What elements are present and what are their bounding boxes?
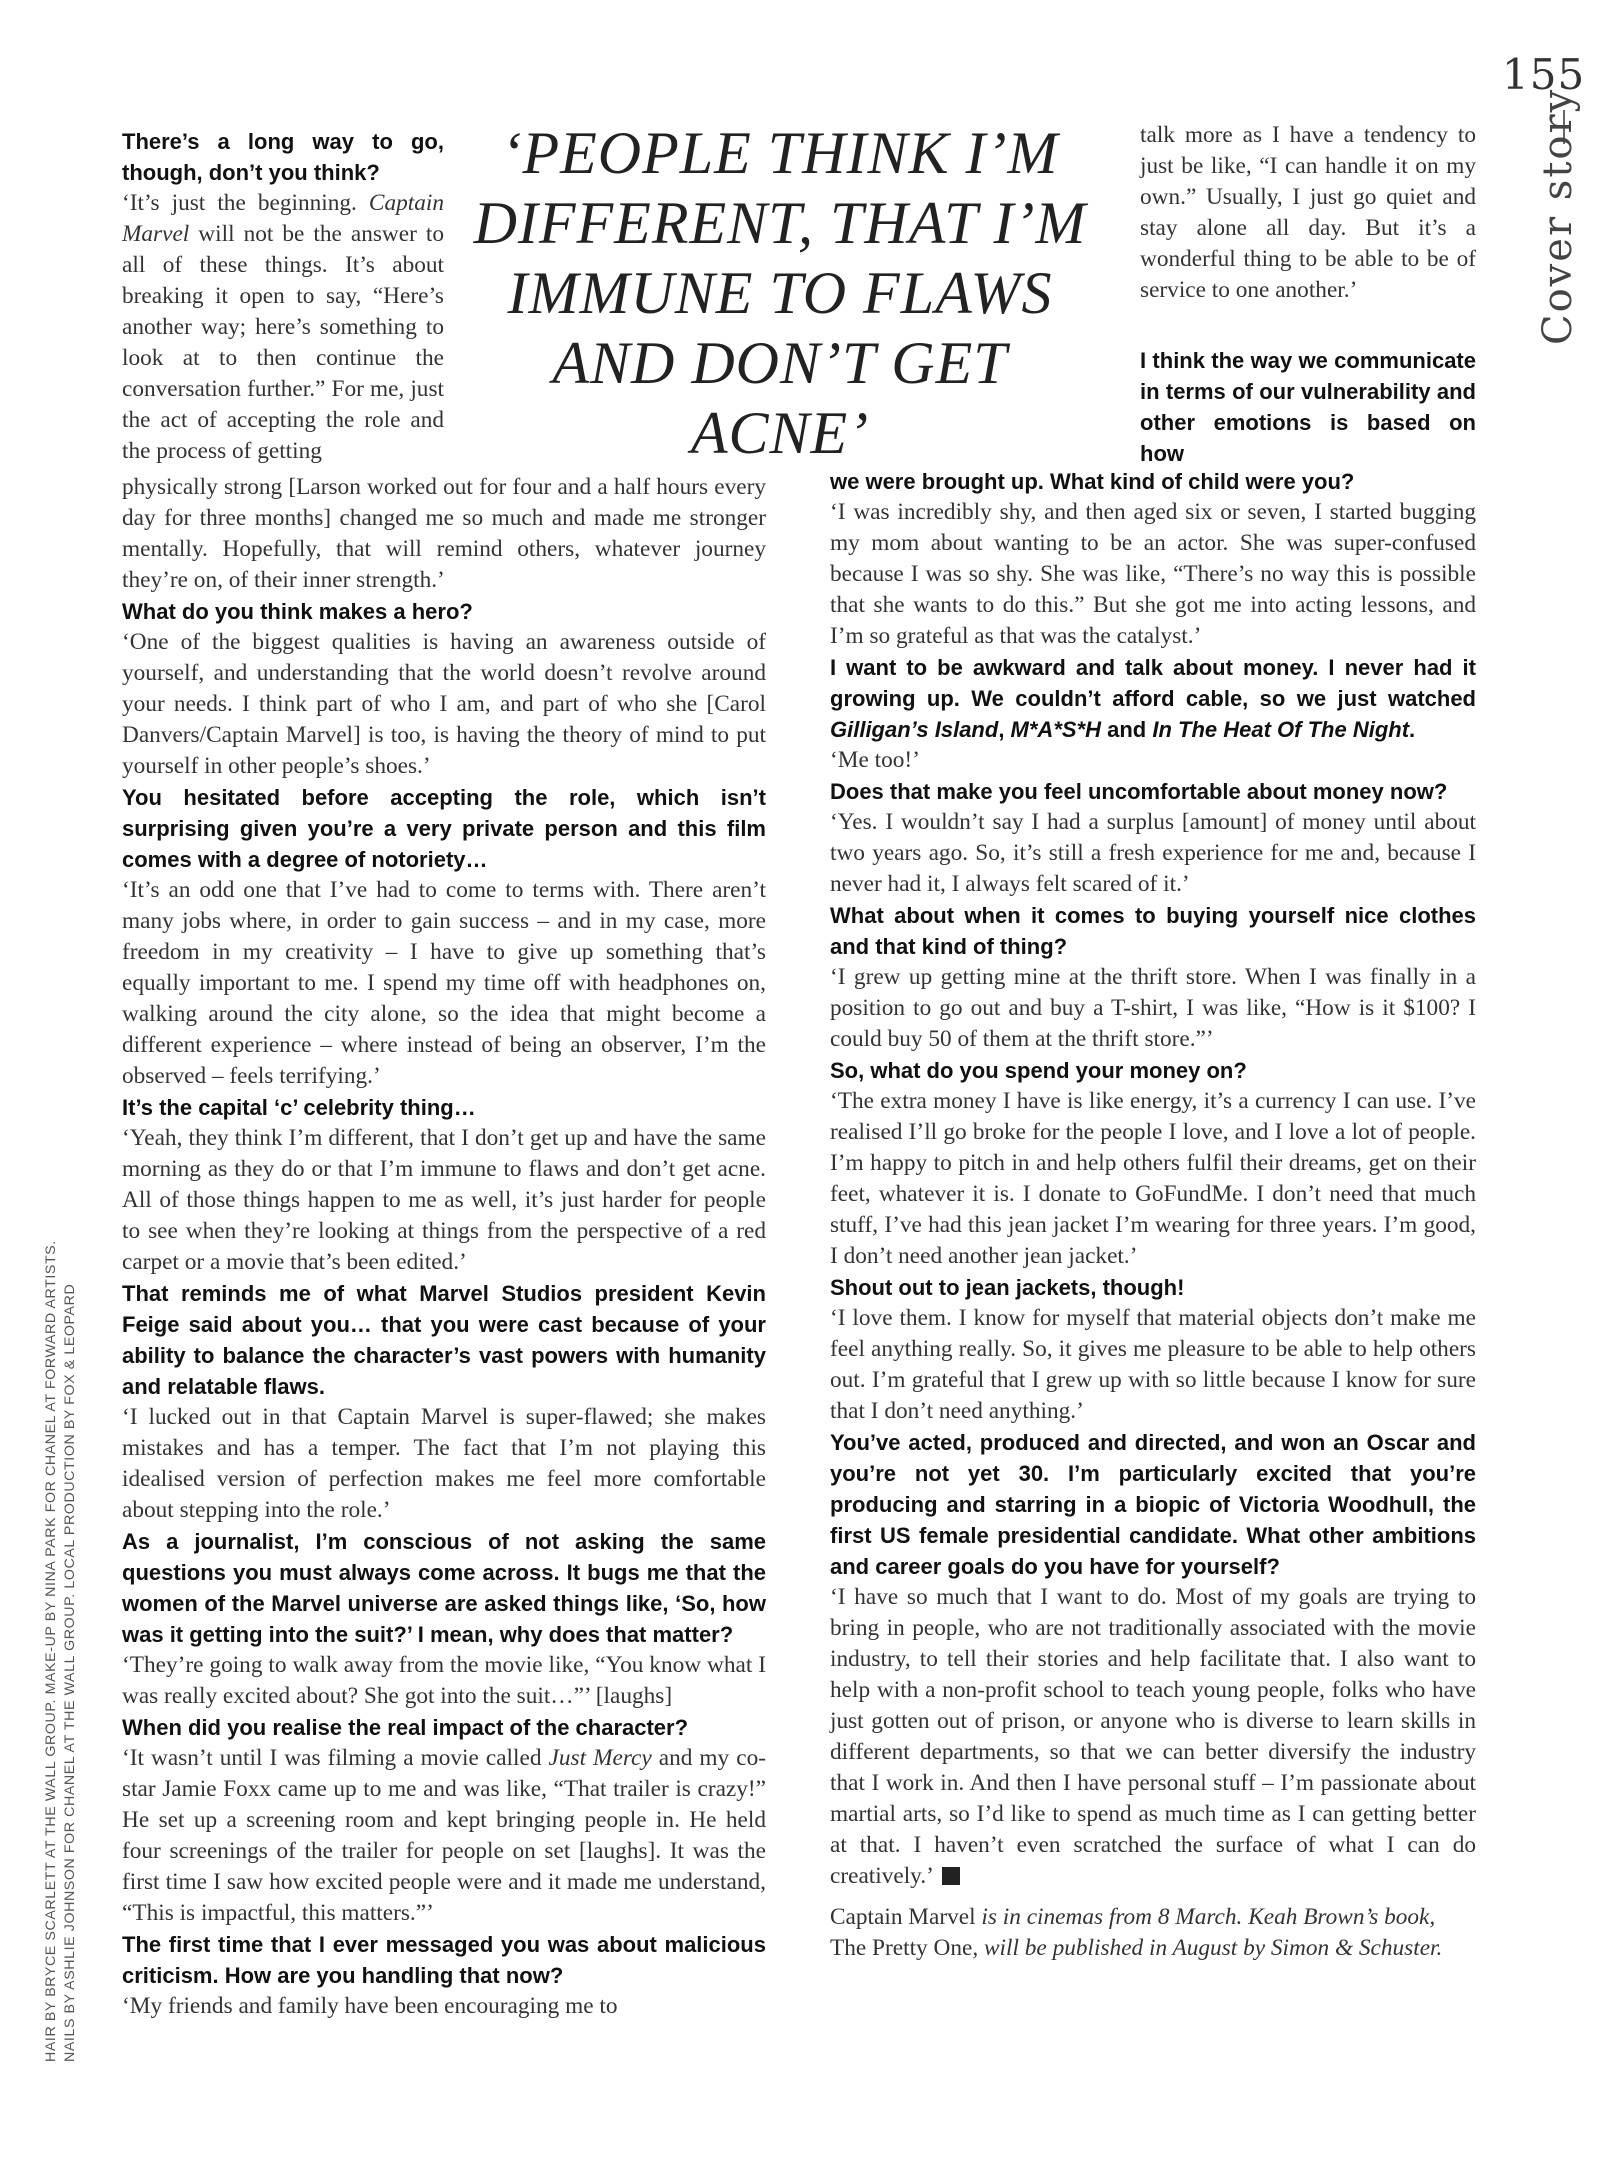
answer: ‘My friends and family have been encouraging me to — [122, 1993, 618, 2019]
answer: ‘Me too!’ — [830, 747, 920, 773]
page-number: 155 — [1502, 50, 1586, 99]
answer: ‘It’s just the beginning. Captain Marvel will not be the answer to all of these things. It’s about breaking it open to say, “Here’s another way; here’s something to look at to then continue the conversation further.” For me, just the act of accepting the role and the process of getting — [122, 190, 444, 464]
question: There’s a long way to go, though, don’t you think? — [122, 129, 444, 185]
question: I think the way we communicate in terms of our vulnerability and other emotions is based on how — [1140, 348, 1476, 466]
right-column-question — [1140, 345, 1476, 469]
answer: talk more as I have a tendency to just be like, “I can handle it on my own.” Usually, I just go quiet and stay alone all day. But it’s a wonderful thing to be able to be of service to one another.’ — [1140, 122, 1476, 303]
answer: ‘One of the biggest qualities is having an awareness outside of yourself, and understanding that the world doesn’t revolve around your needs. I think part of who I am, and part of who she [Carol Danvers/Captain Marvel] is too, is having the theory of mind to put yourself in other people’s shoes.’ — [122, 629, 766, 779]
answer: ‘I grew up getting mine at the thrift store. When I was finally in a position to go out and buy a T-shirt, I was like, “How is it $100? I could buy 50 of them at the thrift store.”’ — [830, 964, 1476, 1052]
article-footnote: Captain Marvel is in cinemas from 8 March. Keah Brown’s book, The Pretty One, will be published in August by Simon & Schuster. — [830, 1904, 1443, 1961]
left-column — [122, 472, 766, 2022]
question: What about when it comes to buying yourself nice clothes and that kind of thing? — [830, 903, 1476, 959]
answer: ‘I lucked out in that Captain Marvel is super-flawed; she makes mistakes and has a temper. The fact that I’m not playing this idealised version of perfection makes me feel more comfortable about stepping into the role.’ — [122, 1404, 766, 1523]
question: The first time that I ever messaged you was about malicious criticism. How are you handling that now? — [122, 1932, 766, 1988]
question: You’ve acted, produced and directed, and won an Oscar and you’re not yet 30. I’m particularly excited that you’re producing and starring in a biopic of Victoria Woodhull, the first US female presidential candidate. What other ambitions and career goals do you have for yourself? — [830, 1430, 1476, 1579]
question: As a journalist, I’m conscious of not asking the same questions you must always come across. It bugs me that the women of the Marvel universe are asked things like, ‘So, how was it getting into the suit?’ I mean, why does that matter? — [122, 1529, 766, 1647]
section-label: Cover story — [1535, 87, 1581, 345]
right-column-top — [1140, 120, 1476, 306]
pull-quote: ‘PEOPLE THINK I’M DIFFERENT, THAT I’M IMMUNE TO FLAWS AND DON’T GET ACNE’ — [473, 120, 1087, 466]
answer: ‘It wasn’t until I was filming a movie called Just Mercy and my co-star Jamie Foxx came up to me and was like, “That trailer is crazy!” He set up a screening room and kept bringing people in. He held four screenings of the trailer for people on set [laughs]. It was the first time I saw how excited people were and it made me understand, “This is impactful, this matters.”’ — [122, 1745, 766, 1926]
right-column — [830, 466, 1476, 1964]
answer: ‘Yes. I wouldn’t say I had a surplus [amount] of money until about two years ago. So, it’s still a fresh experience for me and, because I never had it, I always felt scared of it.’ — [830, 809, 1476, 897]
question: That reminds me of what Marvel Studios president Kevin Feige said about you… that you were cast because of your ability to balance the character’s vast powers with humanity and relatable flaws. — [122, 1281, 766, 1399]
question: You hesitated before accepting the role, which isn’t surprising given you’re a very private person and this film comes with a degree of notoriety… — [122, 785, 766, 872]
credit-line: HAIR BY BRYCE SCARLETT AT THE WALL GROUP. MAKE-UP BY NINA PARK FOR CHANEL AT FORWARD ARTISTS. — [43, 1240, 59, 2062]
left-column-top — [122, 126, 444, 467]
end-mark-icon — [942, 1867, 960, 1885]
question: What do you think makes a hero? — [122, 599, 473, 624]
question: Does that make you feel uncomfortable about money now? — [830, 779, 1448, 804]
question: we were brought up. What kind of child were you? — [830, 469, 1355, 494]
answer: physically strong [Larson worked out for four and a half hours every day for three months] changed me so much and made me stronger mentally. Hopefully, that will remind others, whatever journey they’re on, of their inner strength.’ — [122, 474, 766, 593]
answer: ‘It’s an odd one that I’ve had to come to terms with. There aren’t many jobs where, in order to gain success – and in my case, more freedom in my creativity – I have to give up something that’s equally important to me. I spend my time off with headphones on, walking around the city alone, so the idea that might become a different experience – where instead of being an observer, I’m the observed – feels terrifying.’ — [122, 877, 766, 1089]
answer: ‘Yeah, they think I’m different, that I don’t get up and have the same morning as they do or that I’m immune to flaws and don’t get acne. All of those things happen to me as well, it’s just harder for people to see when they’re looking at things from the perspective of a red carpet or a movie that’s been edited.’ — [122, 1125, 766, 1275]
answer: ‘I have so much that I want to do. Most of my goals are trying to bring in people, who are not traditionally associated with the movie industry, to tell their stories and help facilitate that. I also want to help with a non-profit school to teach young people, folks who have just gotten out of prison, or anyone who is diverse to learn skills in different departments, so that we can better diversify the industry that I work in. And then I have personal stuff – I’m passionate about martial arts, so I’d like to spend as much time as I can getting better at that. I haven’t even scratched the surface of what I can do creatively.’ — [830, 1584, 1476, 1889]
credit-line: NAILS BY ASHLIE JOHNSON FOR CHANEL AT THE WALL GROUP. LOCAL PRODUCTION BY FOX & LEOPARD — [62, 1283, 78, 2062]
question: I want to be awkward and talk about money. I never had it growing up. We couldn’t afford cable, so we just watched Gilligan’s Island, M*A*S*H and In The Heat Of The Night. — [830, 655, 1476, 742]
answer: ‘They’re going to walk away from the movie like, “You know what I was really excited about? She got into the suit…”’ [laughs] — [122, 1652, 766, 1709]
question: Shout out to jean jackets, though! — [830, 1275, 1185, 1300]
answer: ‘The extra money I have is like energy, it’s a currency I can use. I’ve realised I’ll go broke for the people I love, and I love a lot of people. I’m happy to pitch in and help others fulfil their dreams, get on their feet, whatever it is. I donate to GoFundMe. I don’t need that much stuff, I’ve had this jean jacket I’m wearing for three years. I’m good, I don’t need another jean jacket.’ — [830, 1088, 1476, 1269]
answer: ‘I was incredibly shy, and then aged six or seven, I started bugging my mom about wanting to be an actor. She was super-confused because I was so shy. She was like, “There’s no way this is possible that she wants to do this.” But she got me into acting lessons, and I’m so grateful as that was the catalyst.’ — [830, 499, 1476, 649]
question: It’s the capital ‘c’ celebrity thing… — [122, 1095, 476, 1120]
question: When did you realise the real impact of the character? — [122, 1715, 689, 1740]
photo-credits — [42, 1162, 80, 2062]
answer: ‘I love them. I know for myself that material objects don’t make me feel anything really. So, it gives me pleasure to be able to help others out. I’m grateful that I grew up with so little because I know for sure that I don’t need anything.’ — [830, 1305, 1476, 1424]
question: So, what do you spend your money on? — [830, 1058, 1247, 1083]
